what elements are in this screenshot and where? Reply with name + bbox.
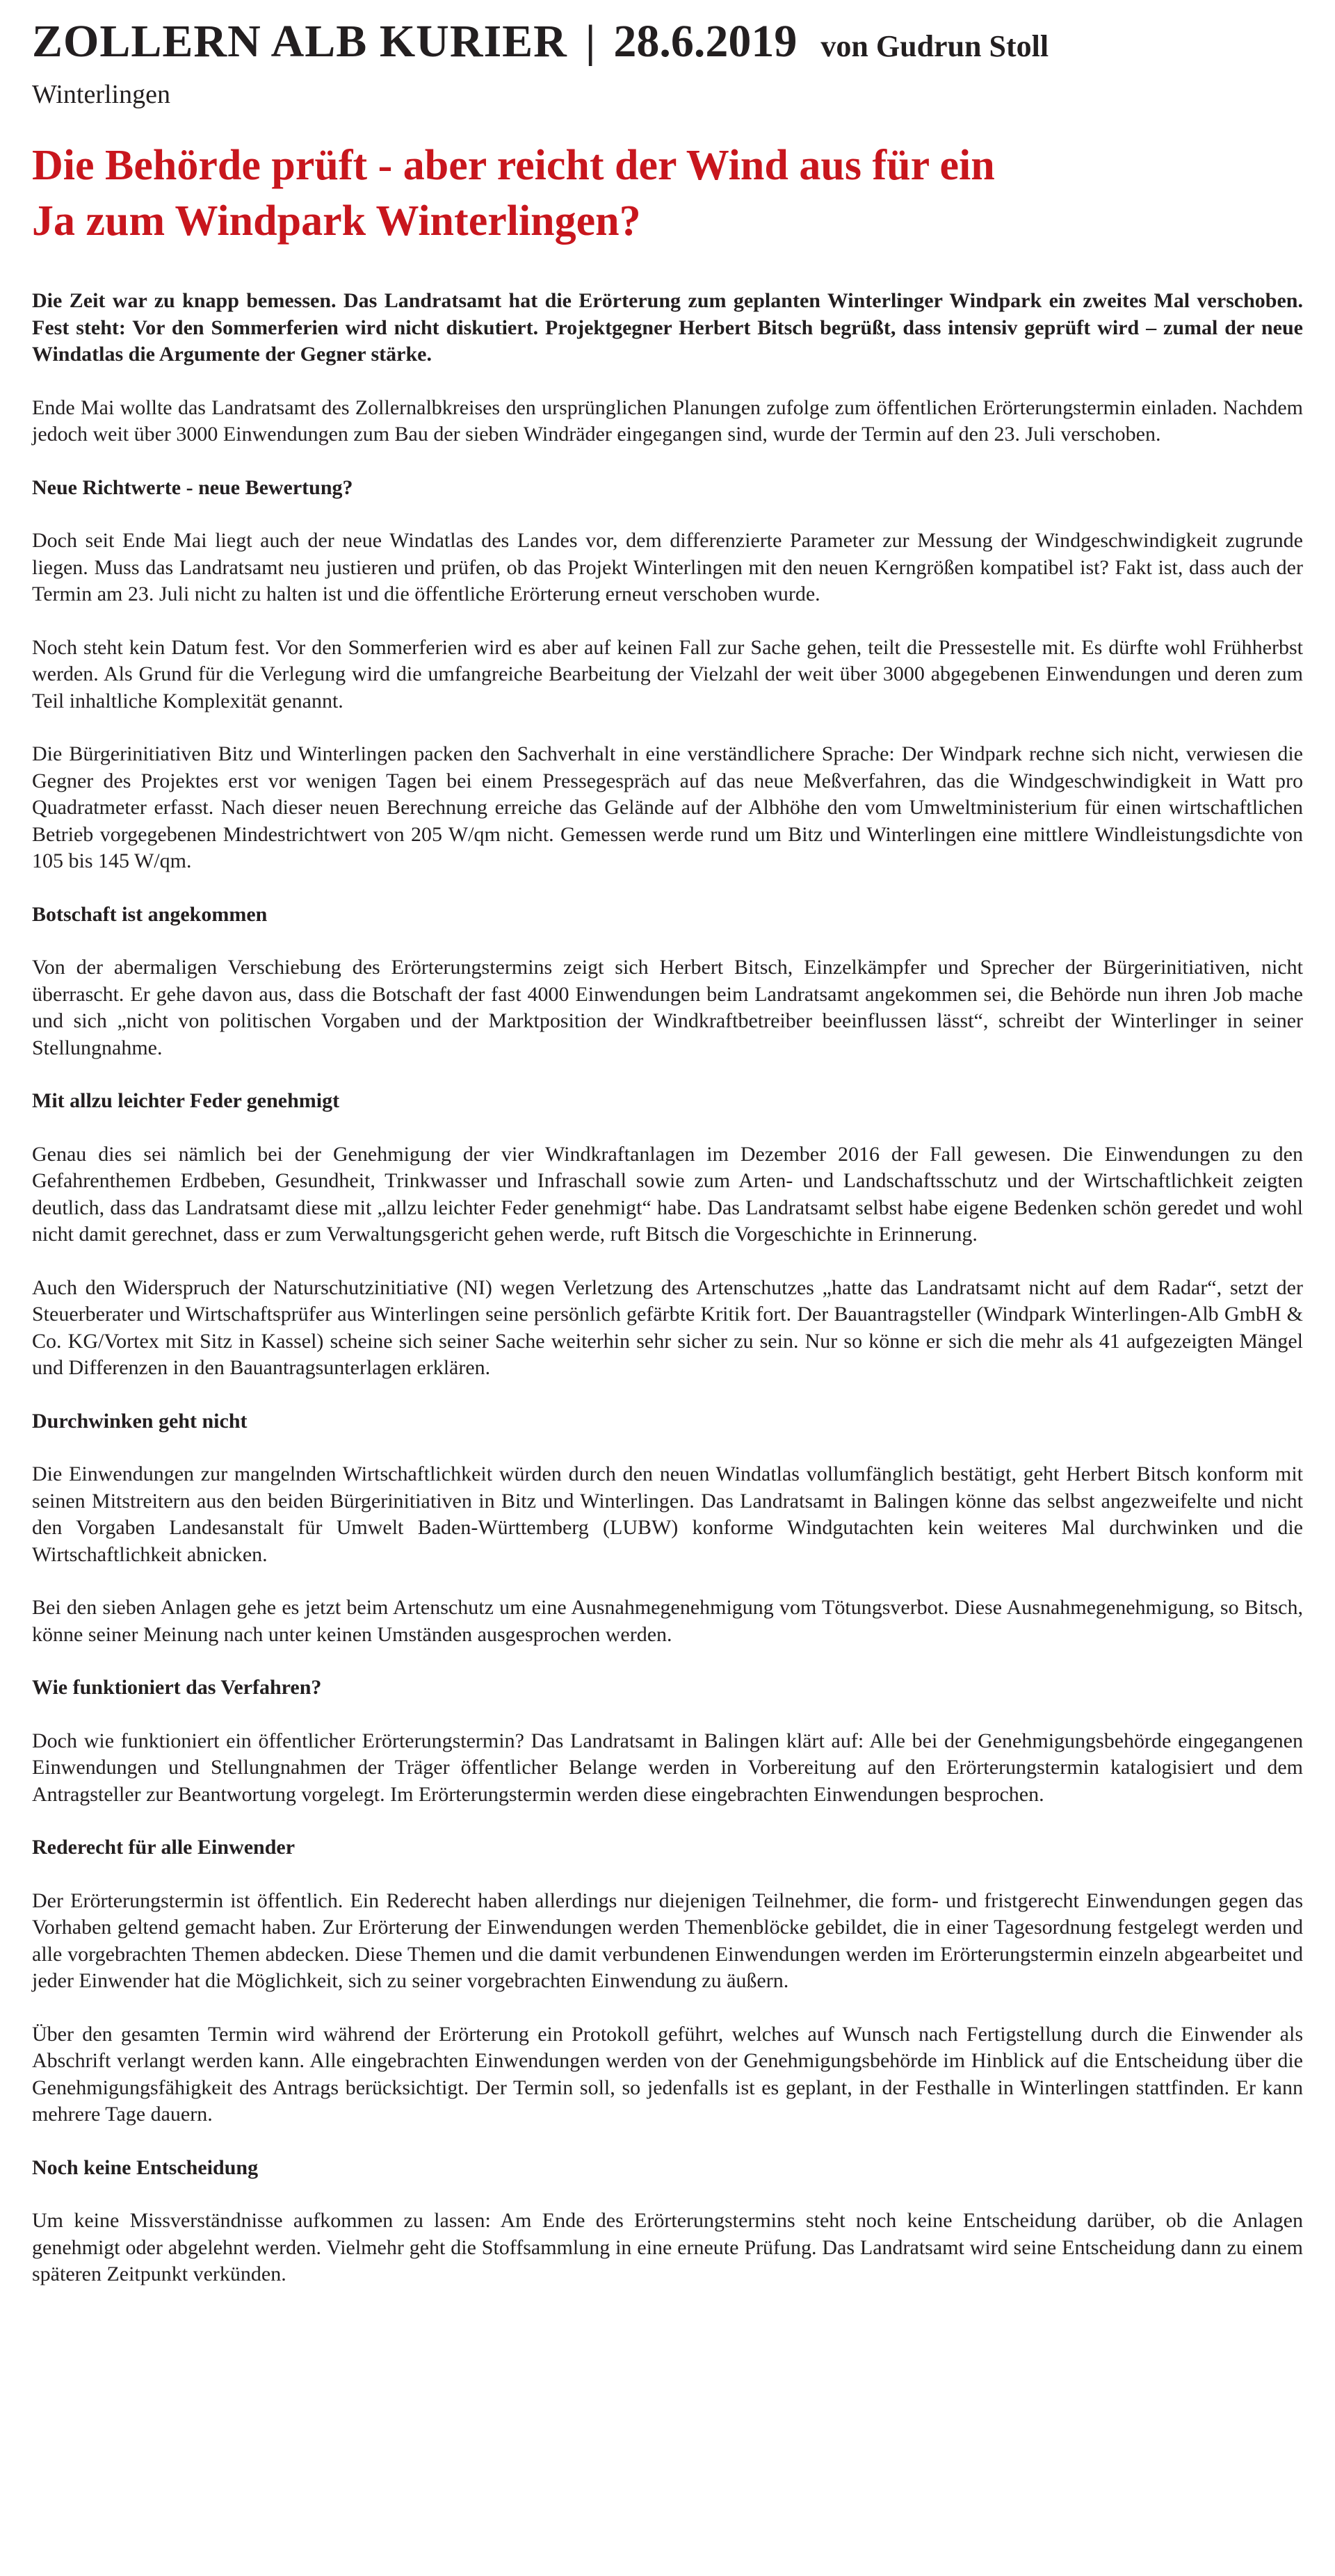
paragraph: Noch steht kein Datum fest. Vor den Sommerferien wird es aber auf keinen Fall zur Sache gehen, teilt die Pressestelle mit. Es dürfte wohl Frühherbst werden. Als Grund für die Verlegung wird die umfangreiche Bearbeitung der Vielzahl der weit über 3000 abgegebenen Einwendungen und deren zum Teil inhaltliche Komplexität genannt. bbox=[32, 635, 1303, 712]
masthead-separator: | bbox=[585, 16, 596, 67]
headline-line-2: Ja zum Windpark Winterlingen? bbox=[32, 197, 641, 245]
headline-line-1: Die Behörde prüft - aber reicht der Wind aus für ein bbox=[32, 142, 995, 189]
paragraph: Bei den sieben Anlagen gehe es jetzt beim Artenschutz um eine Ausnahmegenehmigung vom Tötungsverbot. Diese Ausnahmegenehmigung, so Bitsch, könne seiner Meinung nach unter keinen Umständen ausgesprochen werden. bbox=[32, 1596, 1303, 1646]
paragraph: Doch seit Ende Mai liegt auch der neue Windatlas des Landes vor, dem differenzierte Parameter zur Messung der Windgeschwindigkeit zugrunde liegen. Muss das Landratsamt neu justieren und prüfen, ob das Projekt Winterlingen mit den neuen Kerngrößen kompatibel ist? Fakt ist, dass auch der Termin am 23. Juli nicht zu halten ist und die öffentliche Erörterung erneut verschoben wurde. bbox=[32, 529, 1303, 605]
newspaper-name: ZOLLERN ALB KURIER bbox=[32, 16, 567, 67]
subheading: Wie funktioniert das Verfahren? bbox=[32, 1676, 322, 1699]
author-byline: von Gudrun Stoll bbox=[820, 29, 1049, 63]
paragraph: Die Einwendungen zur mangelnden Wirtschaftlichkeit würden durch den neuen Windatlas vollumfänglich bestätigt, geht Herbert Bitsch konform mit seinen Mitstreitern aus den beiden Bürgerinitiativen in Bitz und Winterlingen. Das Landratsamt in Balingen könne das selbst angezweifelte und nicht den Vorgaben Landesanstalt für Umwelt Baden-Württemberg (LUBW) konforme Windgutachten kein weiteres Mal durchwinken und die Wirtschaftlichkeit abnicken. bbox=[32, 1462, 1303, 1566]
subheading: Neue Richtwerte - neue Bewertung? bbox=[32, 475, 353, 499]
paragraph: Über den gesamten Termin wird während der Erörterung ein Protokoll geführt, welches auf Wunsch nach Fertigstellung durch die Einwender als Abschrift verlangt werden kann. Alle eingebrachten Einwendungen werden von der Genehmigungsbehörde im Hinblick auf die Entscheidung über die Genehmigungsfähigkeit des Antrags berücksichtigt. Der Termin soll, so jedenfalls ist es geplant, in der Festhalle in Winterlingen stattfinden. Er kann mehrere Tage dauern. bbox=[32, 2022, 1303, 2126]
paragraph: Von der abermaligen Verschiebung des Erörterungstermins zeigt sich Herbert Bitsch, Einzelkämpfer und Sprecher der Bürgerinitiativen, nicht überrascht. Er gehe davon aus, dass die Botschaft der fast 4000 Einwendungen beim Landratsamt angekommen sei, die Behörde nun ihren Job mache und sich „nicht von politischen Vorgaben und der Marktposition der Windkraftbetreiber beeinflussen lässt“, schreibt der Winterlinger in seiner Stellungnahme. bbox=[32, 956, 1303, 1059]
paragraph: Der Erörterungstermin ist öffentlich. Ein Rederecht haben allerdings nur diejenigen Teilnehmer, die form- und fristgerecht Einwendungen gegen das Vorhaben geltend gemacht haben. Zur Erörterung der Einwendungen werden Themenblöcke gebildet, die in einer Tagesordnung festgelegt werden und alle vorgebrachten Themen abdecken. Diese Themen und die damit verbundenen Einwendungen werden im Erörterungstermin einzeln abgearbeitet und jeder Einwender hat die Möglichkeit, sich zu seiner vorgebrachten Einwendung zu äußern. bbox=[32, 1889, 1303, 1992]
paragraph: Um keine Missverständnisse aufkommen zu lassen: Am Ende des Erörterungstermins steht noch keine Entscheidung darüber, ob die Anlagen genehmigt oder abgelehnt werden. Vielmehr geht die Stoffsammlung in eine erneute Prüfung. Das Landratsamt wird seine Entscheidung dann zu einem späteren Zeitpunkt verkünden. bbox=[32, 2209, 1303, 2285]
article-lead: Die Zeit war zu knapp bemessen. Das Landratsamt hat die Erörterung zum geplanten Winterlinger Windpark ein zweites Mal verschoben. Fest steht: Vor den Sommerferien wird nicht diskutiert. Projektgegner Herbert Bitsch begrüßt, dass intensiv geprüft wird – zumal der neue Windatlas die Argumente der Gegner stärke. bbox=[32, 289, 1303, 366]
subheading: Durchwinken geht nicht bbox=[32, 1409, 248, 1433]
paragraph: Doch wie funktioniert ein öffentlicher Erörterungstermin? Das Landratsamt in Balingen klärt auf: Alle bei der Genehmigungsbehörde eingegangenen Einwendungen und Stellungnahmen der Träger öffentlicher Belange werden in Vorbereitung auf den Erörterungstermin katalogisiert und dem Antragsteller zur Beantwortung vorgelegt. Im Erörterungstermin werden diese eingebrachten Einwendungen besprochen. bbox=[32, 1729, 1303, 1806]
subheading: Noch keine Entscheidung bbox=[32, 2155, 259, 2179]
paragraph: Genau dies sei nämlich bei der Genehmigung der vier Windkraftanlagen im Dezember 2016 der Fall gewesen. Die Einwendungen zu den Gefahrenthemen Erdbeben, Gesundheit, Trinkwasser und Infraschall sowie zum Arten- und Landschaftsschutz und der Wirtschaftlichkeit zeigten deutlich, dass das Landratsamt diese mit „allzu leichter Feder genehmigt“ habe. Das Landratsamt selbst habe eigene Bedenken schön geredet und wohl nicht damit gerechnet, dass er zum Verwaltungsgericht gehen werde, ruft Bitsch die Vorgeschichte in Erinnerung. bbox=[32, 1142, 1303, 1246]
subheading: Botschaft ist angekommen bbox=[32, 902, 268, 926]
paragraph: Die Bürgerinitiativen Bitz und Winterlingen packen den Sachverhalt in eine verständlichere Sprache: Der Windpark rechne sich nicht, verwiesen die Gegner des Projektes erst vor wenigen Tagen bei einem Pressegespräch auf das neue Meßverfahren, das die Windgeschwindigkeit in Watt pro Quadratmeter erfasst. Nach dieser neuen Berechnung erreiche das Gelände auf der Albhöhe den vom Umweltministerium für einen wirtschaftlichen Betrieb vorgegebenen Mindestrichtwert von 205 W/qm nicht. Gemessen werde rund um Bitz und Winterlingen eine mittlere Windleistungsdichte von 105 bis 145 W/qm. bbox=[32, 742, 1303, 872]
article-headline bbox=[32, 138, 1303, 249]
publication-date: 28.6.2019 bbox=[613, 16, 798, 67]
dateline-location: Winterlingen bbox=[32, 80, 170, 109]
paragraph: Auch den Widerspruch der Naturschutzinitiative (NI) wegen Verletzung des Artenschutzes „hatte das Landratsamt nicht auf dem Radar“, setzt der Steuerberater und Wirtschaftsprüfer aus Winterlingen seine persönlich gefärbte Kritik fort. Der Bauantragsteller (Windpark Winterlingen-Alb GmbH & Co. KG/Vortex mit Sitz in Kassel) scheine sich seiner Sache weiterhin sehr sicher zu sein. Nur so könne er sich die mehr als 41 aufgezeigten Mängel und Differenzen in den Bauantragsunterlagen erklären. bbox=[32, 1275, 1303, 1379]
subheading: Rederecht für alle Einwender bbox=[32, 1836, 296, 1859]
subheading: Mit allzu leichter Feder genehmigt bbox=[32, 1089, 340, 1112]
masthead bbox=[32, 15, 1303, 68]
paragraph: Ende Mai wollte das Landratsamt des Zollernalbkreises den ursprünglichen Planungen zufolge zum öffentlichen Erörterungstermin einladen. Nachdem jedoch weit über 3000 Einwendungen zum Bau der sieben Windräder eingegangen sind, wurde der Termin auf den 23. Juli verschoben. bbox=[32, 396, 1303, 446]
